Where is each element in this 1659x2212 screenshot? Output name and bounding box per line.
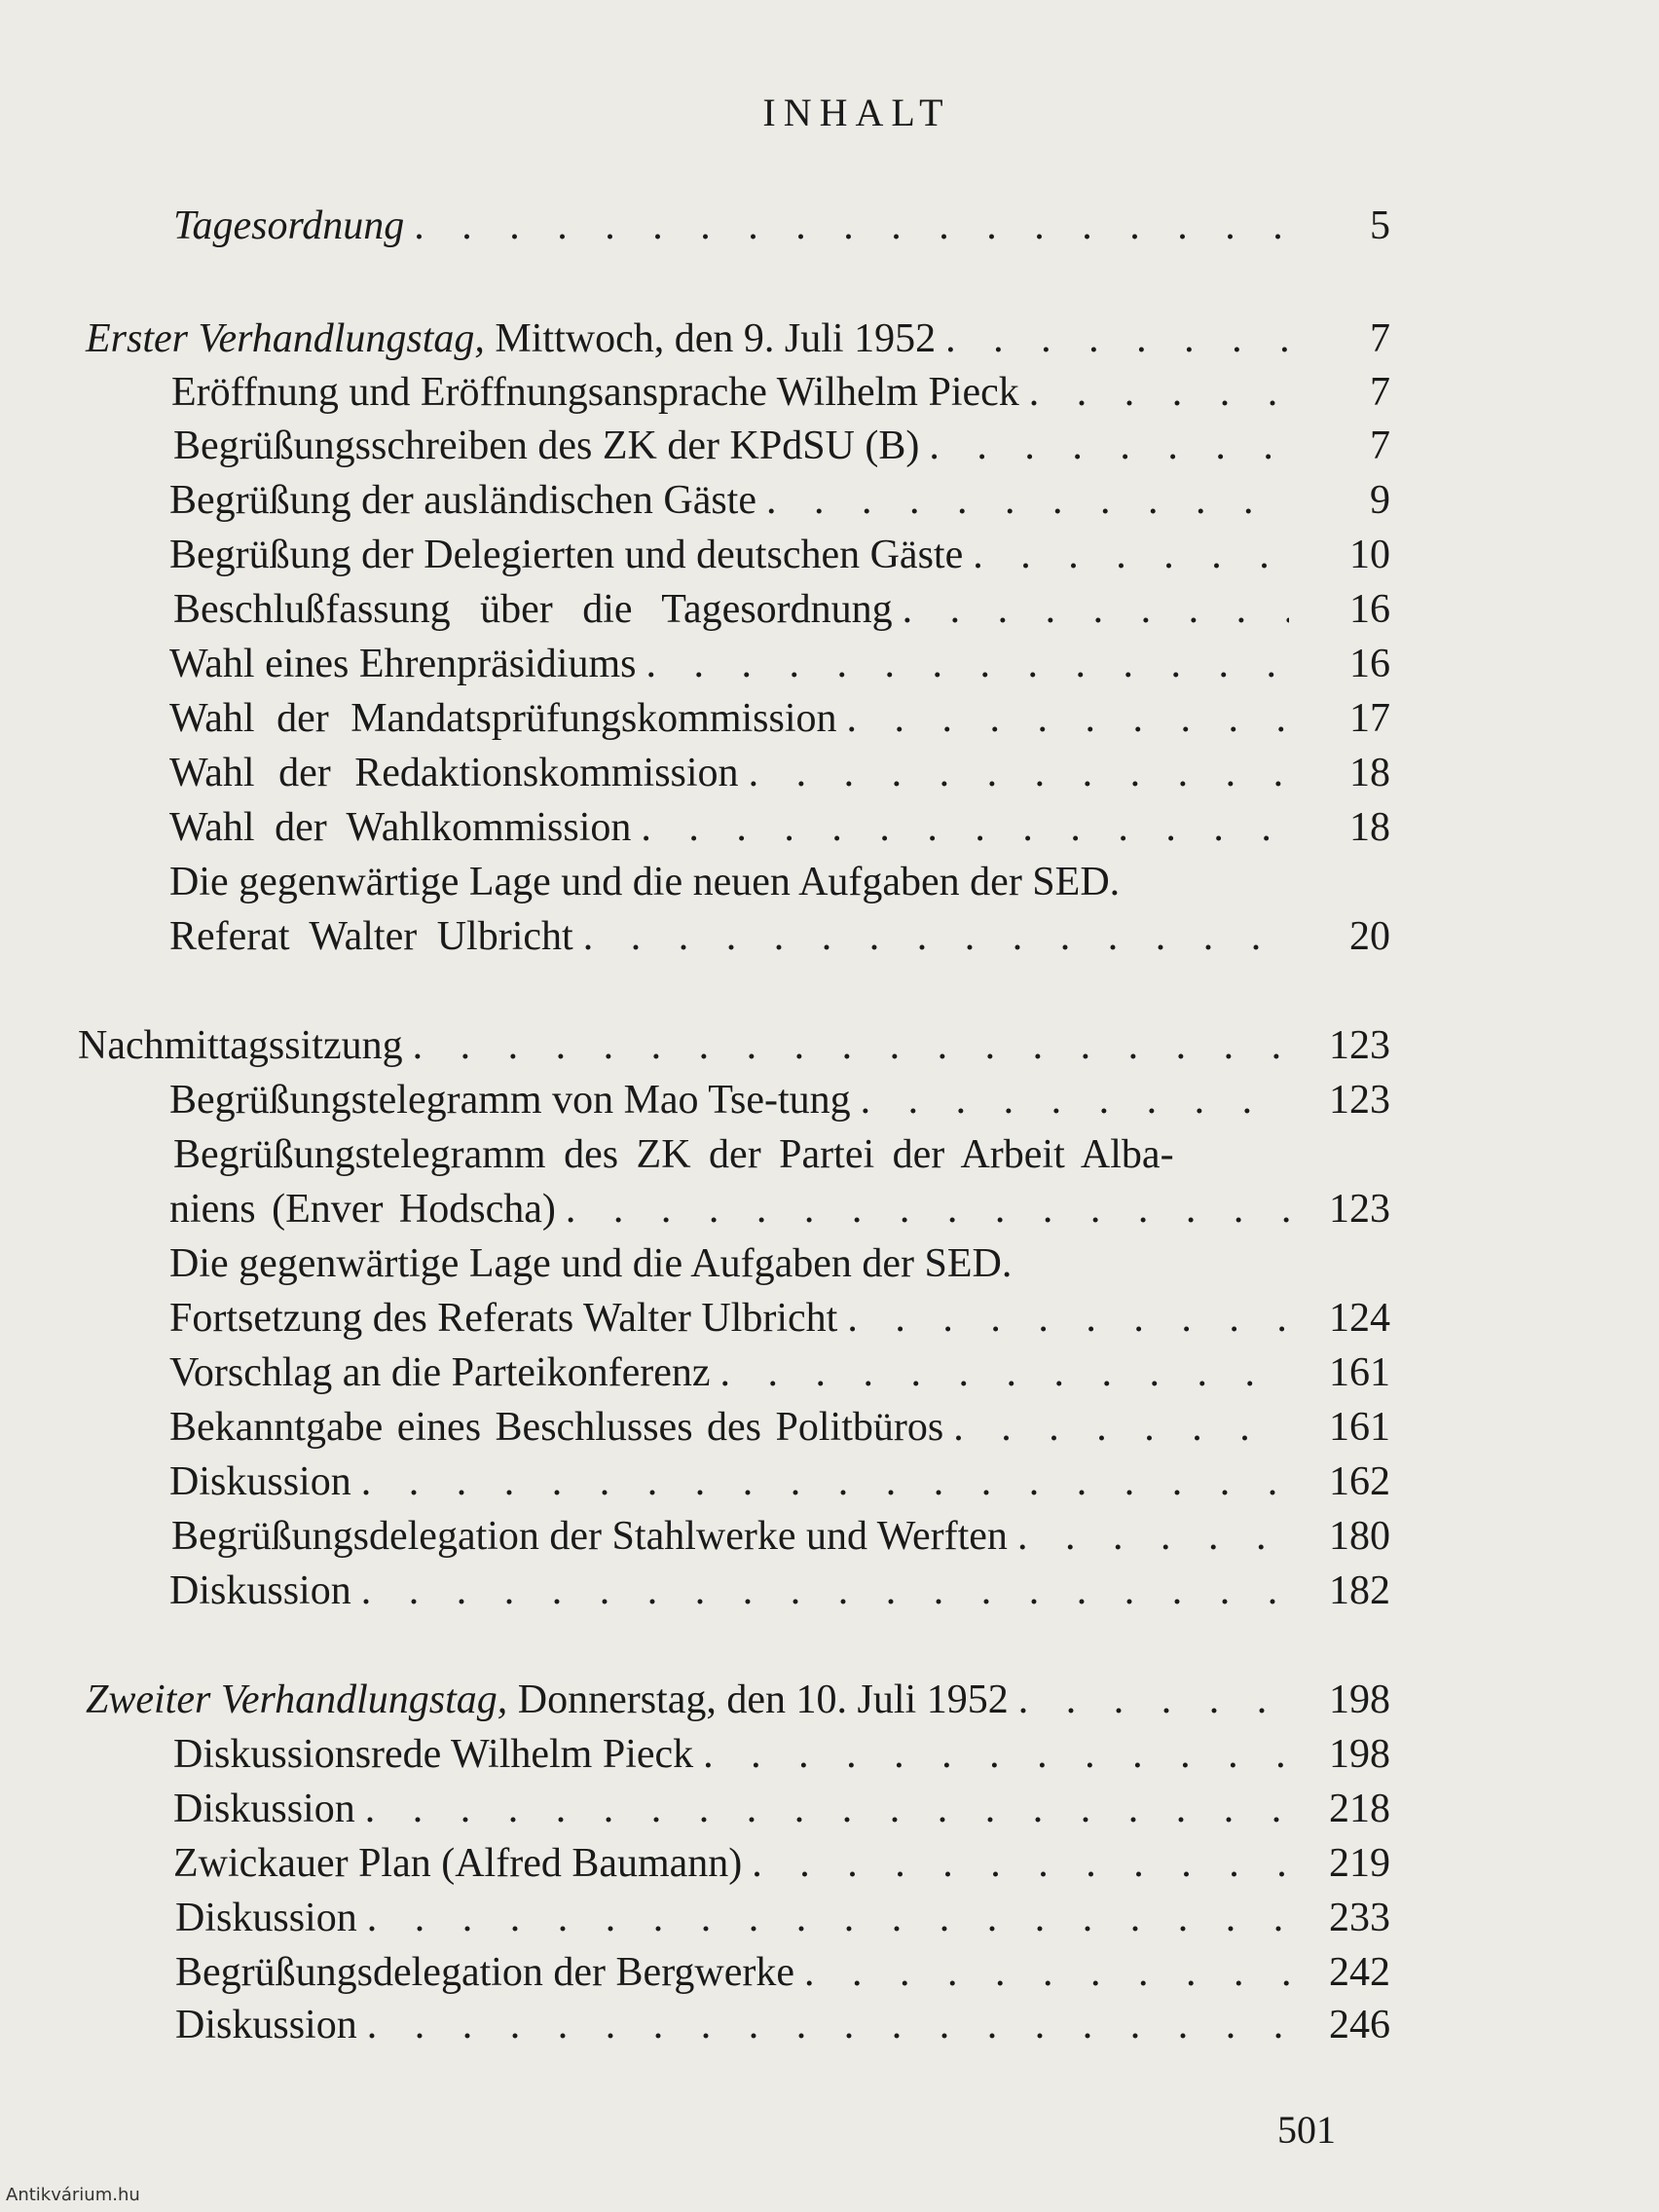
toc-entry-text: Wahl der Wahlkommission: [169, 805, 632, 850]
leader-dots: [929, 419, 1289, 473]
toc-entry-text: Die gegenwärtige Lage und die Aufgaben der SED.: [169, 1241, 1013, 1286]
toc-entry-page: 246: [1329, 2003, 1390, 2047]
toc-entry-page: 123: [1329, 1187, 1390, 1232]
toc-entry-text: Bekanntgabe eines Beschlusses des Politbüros: [169, 1405, 944, 1450]
toc-entry: [173, 582, 1390, 637]
toc-entry-text: Fortsetzung des Referats Walter Ulbricht: [169, 1296, 838, 1341]
toc-entry-text: Wahl der Redaktionskommission: [169, 751, 739, 795]
leader-dots: [847, 1291, 1289, 1346]
leader-dots: [703, 1727, 1289, 1782]
leader-dots: [804, 1945, 1289, 2000]
toc-entry: [175, 1998, 1390, 2052]
toc-entry-page: 16: [1349, 587, 1390, 632]
toc-entry-text: Nachmittagssitzung: [78, 1023, 403, 1068]
toc-entry-page: 218: [1329, 1787, 1390, 1831]
leader-dots: [1029, 365, 1289, 420]
toc-entry-page: 161: [1329, 1350, 1390, 1395]
toc-entry-page: 7: [1370, 424, 1390, 468]
toc-entry: [169, 1564, 1390, 1618]
section-date: Donnerstag, den 10. Juli 1952: [507, 1677, 1009, 1722]
toc-entry-text: Eröffnung und Eröffnungsansprache Wilhelm Pieck: [171, 370, 1019, 415]
toc-entry: [169, 1182, 1390, 1236]
toc-entry-text: niens (Enver Hodscha): [169, 1187, 556, 1232]
section-title: Erster Verhandlungstag,: [86, 316, 485, 361]
leader-dots: [367, 1998, 1289, 2052]
leader-dots: [367, 1891, 1289, 1945]
toc-entry-text: Wahl eines Ehrenpräsidiums: [169, 642, 637, 686]
toc-entry: [169, 1236, 1295, 1291]
toc-entry-text: Referat Walter Ulbricht: [169, 914, 573, 959]
toc-entry-text: Begrüßungstelegramm des ZK der Partei der Arbeit Alba-: [173, 1132, 1174, 1177]
toc-entry: [169, 1291, 1390, 1346]
leader-dots: [720, 1346, 1289, 1400]
leader-dots: [583, 909, 1289, 964]
leader-dots: [414, 199, 1289, 253]
leader-dots: [646, 637, 1290, 691]
toc-entry: [173, 1727, 1390, 1782]
leader-dots: [973, 528, 1289, 582]
toc-entry-page: 16: [1349, 642, 1390, 686]
page-number: 501: [1277, 2108, 1336, 2152]
toc-entry-page: 182: [1329, 1568, 1390, 1613]
leader-dots: [903, 582, 1289, 637]
toc-entry-page: 242: [1329, 1950, 1390, 1995]
toc-entry-text: Diskussion: [173, 1787, 355, 1831]
toc-entry-text: Tagesordnung: [173, 203, 405, 248]
toc-entry-text: Begrüßung der ausländischen Gäste: [169, 478, 756, 523]
leader-dots: [361, 1455, 1289, 1509]
toc-entry-text: Wahl der Mandatsprüfungskommission: [169, 696, 837, 741]
toc-entry: [169, 691, 1390, 746]
toc-entry-text: Zwickauer Plan (Alfred Baumann): [173, 1841, 743, 1886]
leader-dots: [749, 746, 1289, 800]
toc-entry-text: Begrüßungstelegramm von Mao Tse-tung: [169, 1078, 851, 1123]
toc-entry-page: 5: [1370, 203, 1390, 248]
toc-entry-text: Beschlußfassung über die Tagesordnung: [173, 587, 893, 632]
page-title: INHALT: [762, 91, 951, 134]
toc-entry-text: Die gegenwärtige Lage und die neuen Aufgaben der SED.: [169, 860, 1121, 904]
leader-dots: [641, 800, 1289, 855]
toc-entry: [169, 800, 1390, 855]
toc-entry-text: Begrüßungsdelegation der Bergwerke: [175, 1950, 795, 1995]
toc-entry: [169, 528, 1390, 582]
leader-dots: [766, 473, 1289, 528]
leader-dots: [413, 1018, 1289, 1073]
toc-entry: [169, 637, 1390, 691]
toc-entry: [173, 1127, 1299, 1182]
toc-entry-page: 233: [1329, 1896, 1390, 1940]
toc-entry-page: 7: [1370, 316, 1390, 361]
toc-entry-text: Begrüßungsdelegation der Stahlwerke und Werften: [171, 1514, 1008, 1559]
toc-entry-page: 7: [1370, 370, 1390, 415]
leader-dots: [752, 1836, 1289, 1891]
toc-entry-text: Begrüßung der Delegierten und deutschen Gäste: [169, 533, 964, 577]
leader-dots: [361, 1564, 1289, 1618]
section-date: Mittwoch, den 9. Juli 1952: [484, 316, 937, 361]
toc-entry: [169, 1400, 1390, 1455]
toc-entry-page: 10: [1349, 533, 1390, 577]
toc-entry: [173, 419, 1390, 473]
toc-entry: [173, 199, 1390, 253]
toc-entry: [171, 365, 1390, 420]
toc-entry-text: Diskussion: [169, 1459, 351, 1504]
toc-entry-page: 20: [1349, 914, 1390, 959]
toc-entry-page: 9: [1370, 478, 1390, 523]
toc-entry: [175, 1945, 1390, 2000]
toc-entry: [169, 855, 1295, 909]
toc-entry-page: 123: [1329, 1023, 1390, 1068]
toc-entry: [173, 1836, 1390, 1891]
toc-section-heading: [78, 1018, 1390, 1073]
toc-entry-page: 198: [1329, 1732, 1390, 1777]
toc-entry-page: 198: [1329, 1677, 1390, 1722]
toc-entry-text: Diskussion: [169, 1568, 351, 1613]
toc-entry-page: 162: [1329, 1459, 1390, 1504]
toc-entry-page: 17: [1349, 696, 1390, 741]
toc-section-heading: [86, 312, 1390, 366]
toc-entry-text: Vorschlag an die Parteikonferenz: [169, 1350, 711, 1395]
toc-entry: [169, 746, 1390, 800]
toc-entry: [171, 1509, 1390, 1564]
toc-entry: [169, 909, 1390, 964]
leader-dots: [847, 691, 1289, 746]
toc-entry-page: 180: [1329, 1514, 1390, 1559]
leader-dots: [945, 312, 1289, 366]
toc-entry-page: 161: [1329, 1405, 1390, 1450]
toc-entry-text: Diskussion: [175, 1896, 357, 1940]
section-title: Zweiter Verhandlungstag,: [86, 1677, 508, 1722]
leader-dots: [861, 1073, 1289, 1127]
leader-dots: [1017, 1509, 1289, 1564]
toc-entry: [169, 1455, 1390, 1509]
toc-section-heading: [86, 1673, 1390, 1727]
toc-entry-text: Begrüßungsschreiben des ZK der KPdSU (B): [173, 424, 920, 468]
toc-entry: [173, 1782, 1390, 1836]
toc-entry-page: 18: [1349, 805, 1390, 850]
leader-dots: [953, 1400, 1289, 1455]
toc-entry: [169, 1073, 1390, 1127]
toc-entry-page: 123: [1329, 1078, 1390, 1123]
toc-entry-text: Diskussion: [175, 2003, 357, 2047]
toc-entry: [169, 1346, 1390, 1400]
toc-entry: [175, 1891, 1390, 1945]
toc-entry-page: 219: [1329, 1841, 1390, 1886]
toc-entry: [169, 473, 1390, 528]
toc-entry-page: 18: [1349, 751, 1390, 795]
leader-dots: [1018, 1673, 1289, 1727]
toc-entry-page: 124: [1329, 1296, 1390, 1341]
leader-dots: [566, 1182, 1289, 1236]
watermark: Antikvárium.hu: [6, 2185, 140, 2205]
toc-entry-text: Diskussionsrede Wilhelm Pieck: [173, 1732, 694, 1777]
leader-dots: [365, 1782, 1289, 1836]
